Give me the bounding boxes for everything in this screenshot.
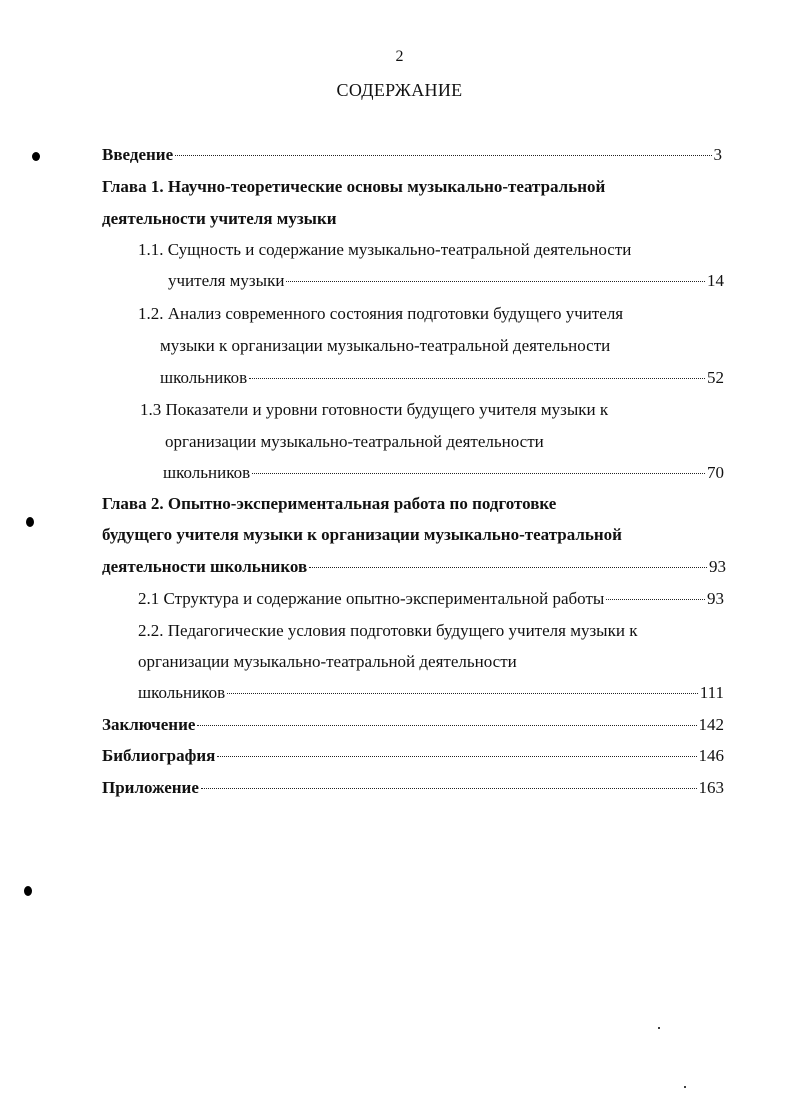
- toc-page-ref: 93: [709, 557, 726, 576]
- page-title: СОДЕРЖАНИЕ: [336, 80, 463, 100]
- dot-leader: [175, 155, 711, 156]
- toc-page-ref: 163: [698, 778, 724, 797]
- page-number: 2: [395, 48, 404, 65]
- chapter-2-heading-line-2: будущего учителя музыки к организации музыкально-театральной: [102, 525, 622, 544]
- dot-leader: [252, 473, 705, 474]
- toc-entry-label: 2.1 Структура и содержание опытно-экспериментальной работы: [138, 589, 605, 608]
- scan-mark: [684, 1086, 686, 1088]
- chapter-1-heading-line-1: Глава 1. Научно-теоретические основы музыкально-театральной: [102, 177, 606, 196]
- chapter-2-heading-line-1: Глава 2. Опытно-экспериментальная работа по подготовке: [102, 494, 557, 513]
- section-2-2-line-3: [138, 683, 724, 709]
- dot-leader: [606, 599, 705, 600]
- toc-entry-label: учителя музыки: [168, 271, 285, 290]
- dot-leader: [217, 756, 696, 757]
- toc-entry-label: школьников: [163, 463, 251, 482]
- dot-leader: [309, 567, 707, 568]
- section-2-2-line-1: 2.2. Педагогические условия подготовки будущего учителя музыки к: [138, 621, 638, 640]
- toc-entry-label: Приложение: [102, 778, 199, 797]
- scan-mark: [658, 1027, 660, 1029]
- section-1-1-line-2: [168, 271, 724, 297]
- section-1-2-line-2: музыки к организации музыкально-театральной деятельности: [160, 336, 611, 355]
- toc-page-ref: 111: [699, 683, 724, 702]
- toc-entry-label: деятельности школьников: [102, 557, 308, 576]
- toc-page-ref: 52: [707, 368, 724, 387]
- toc-page-ref: 93: [707, 589, 724, 608]
- scan-mark: [24, 886, 32, 896]
- dot-leader: [286, 281, 705, 282]
- section-1-1-line-1: 1.1. Сущность и содержание музыкально-театральной деятельности: [138, 240, 632, 259]
- toc-entry-appendix: [102, 778, 724, 804]
- scan-mark: [32, 152, 40, 161]
- chapter-1-heading-line-2: деятельности учителя музыки: [102, 209, 337, 228]
- toc-entry-intro: [102, 145, 722, 171]
- toc-entry-label: школьников: [138, 683, 226, 702]
- toc-page-ref: 146: [698, 746, 724, 765]
- toc-page-ref: 3: [713, 145, 722, 164]
- toc-entry-label: Библиография: [102, 746, 216, 765]
- section-1-2-line-1: 1.2. Анализ современного состояния подготовки будущего учителя: [138, 304, 624, 323]
- section-2-1: [138, 589, 724, 615]
- dot-leader: [201, 788, 697, 789]
- toc-entry-bibliography: [102, 746, 724, 772]
- toc-page-ref: 70: [707, 463, 724, 482]
- scan-mark: [26, 517, 34, 527]
- toc-entry-label: Заключение: [102, 715, 196, 734]
- toc-entry-label: Введение: [102, 145, 174, 164]
- toc-entry-label: школьников: [160, 368, 248, 387]
- toc-entry-conclusion: [102, 715, 724, 741]
- section-1-3-line-2: организации музыкально-театральной деятельности: [165, 432, 544, 451]
- chapter-2-heading-line-3: [102, 557, 726, 583]
- section-1-3-line-3: [163, 463, 724, 489]
- section-1-3-line-1: 1.3 Показатели и уровни готовности будущего учителя музыки к: [140, 400, 609, 419]
- dot-leader: [227, 693, 698, 694]
- toc-page-ref: 142: [698, 715, 724, 734]
- section-1-2-line-3: [160, 368, 724, 394]
- dot-leader: [249, 378, 705, 379]
- toc-page-ref: 14: [707, 271, 724, 290]
- dot-leader: [197, 725, 696, 726]
- section-2-2-line-2: организации музыкально-театральной деятельности: [138, 652, 517, 671]
